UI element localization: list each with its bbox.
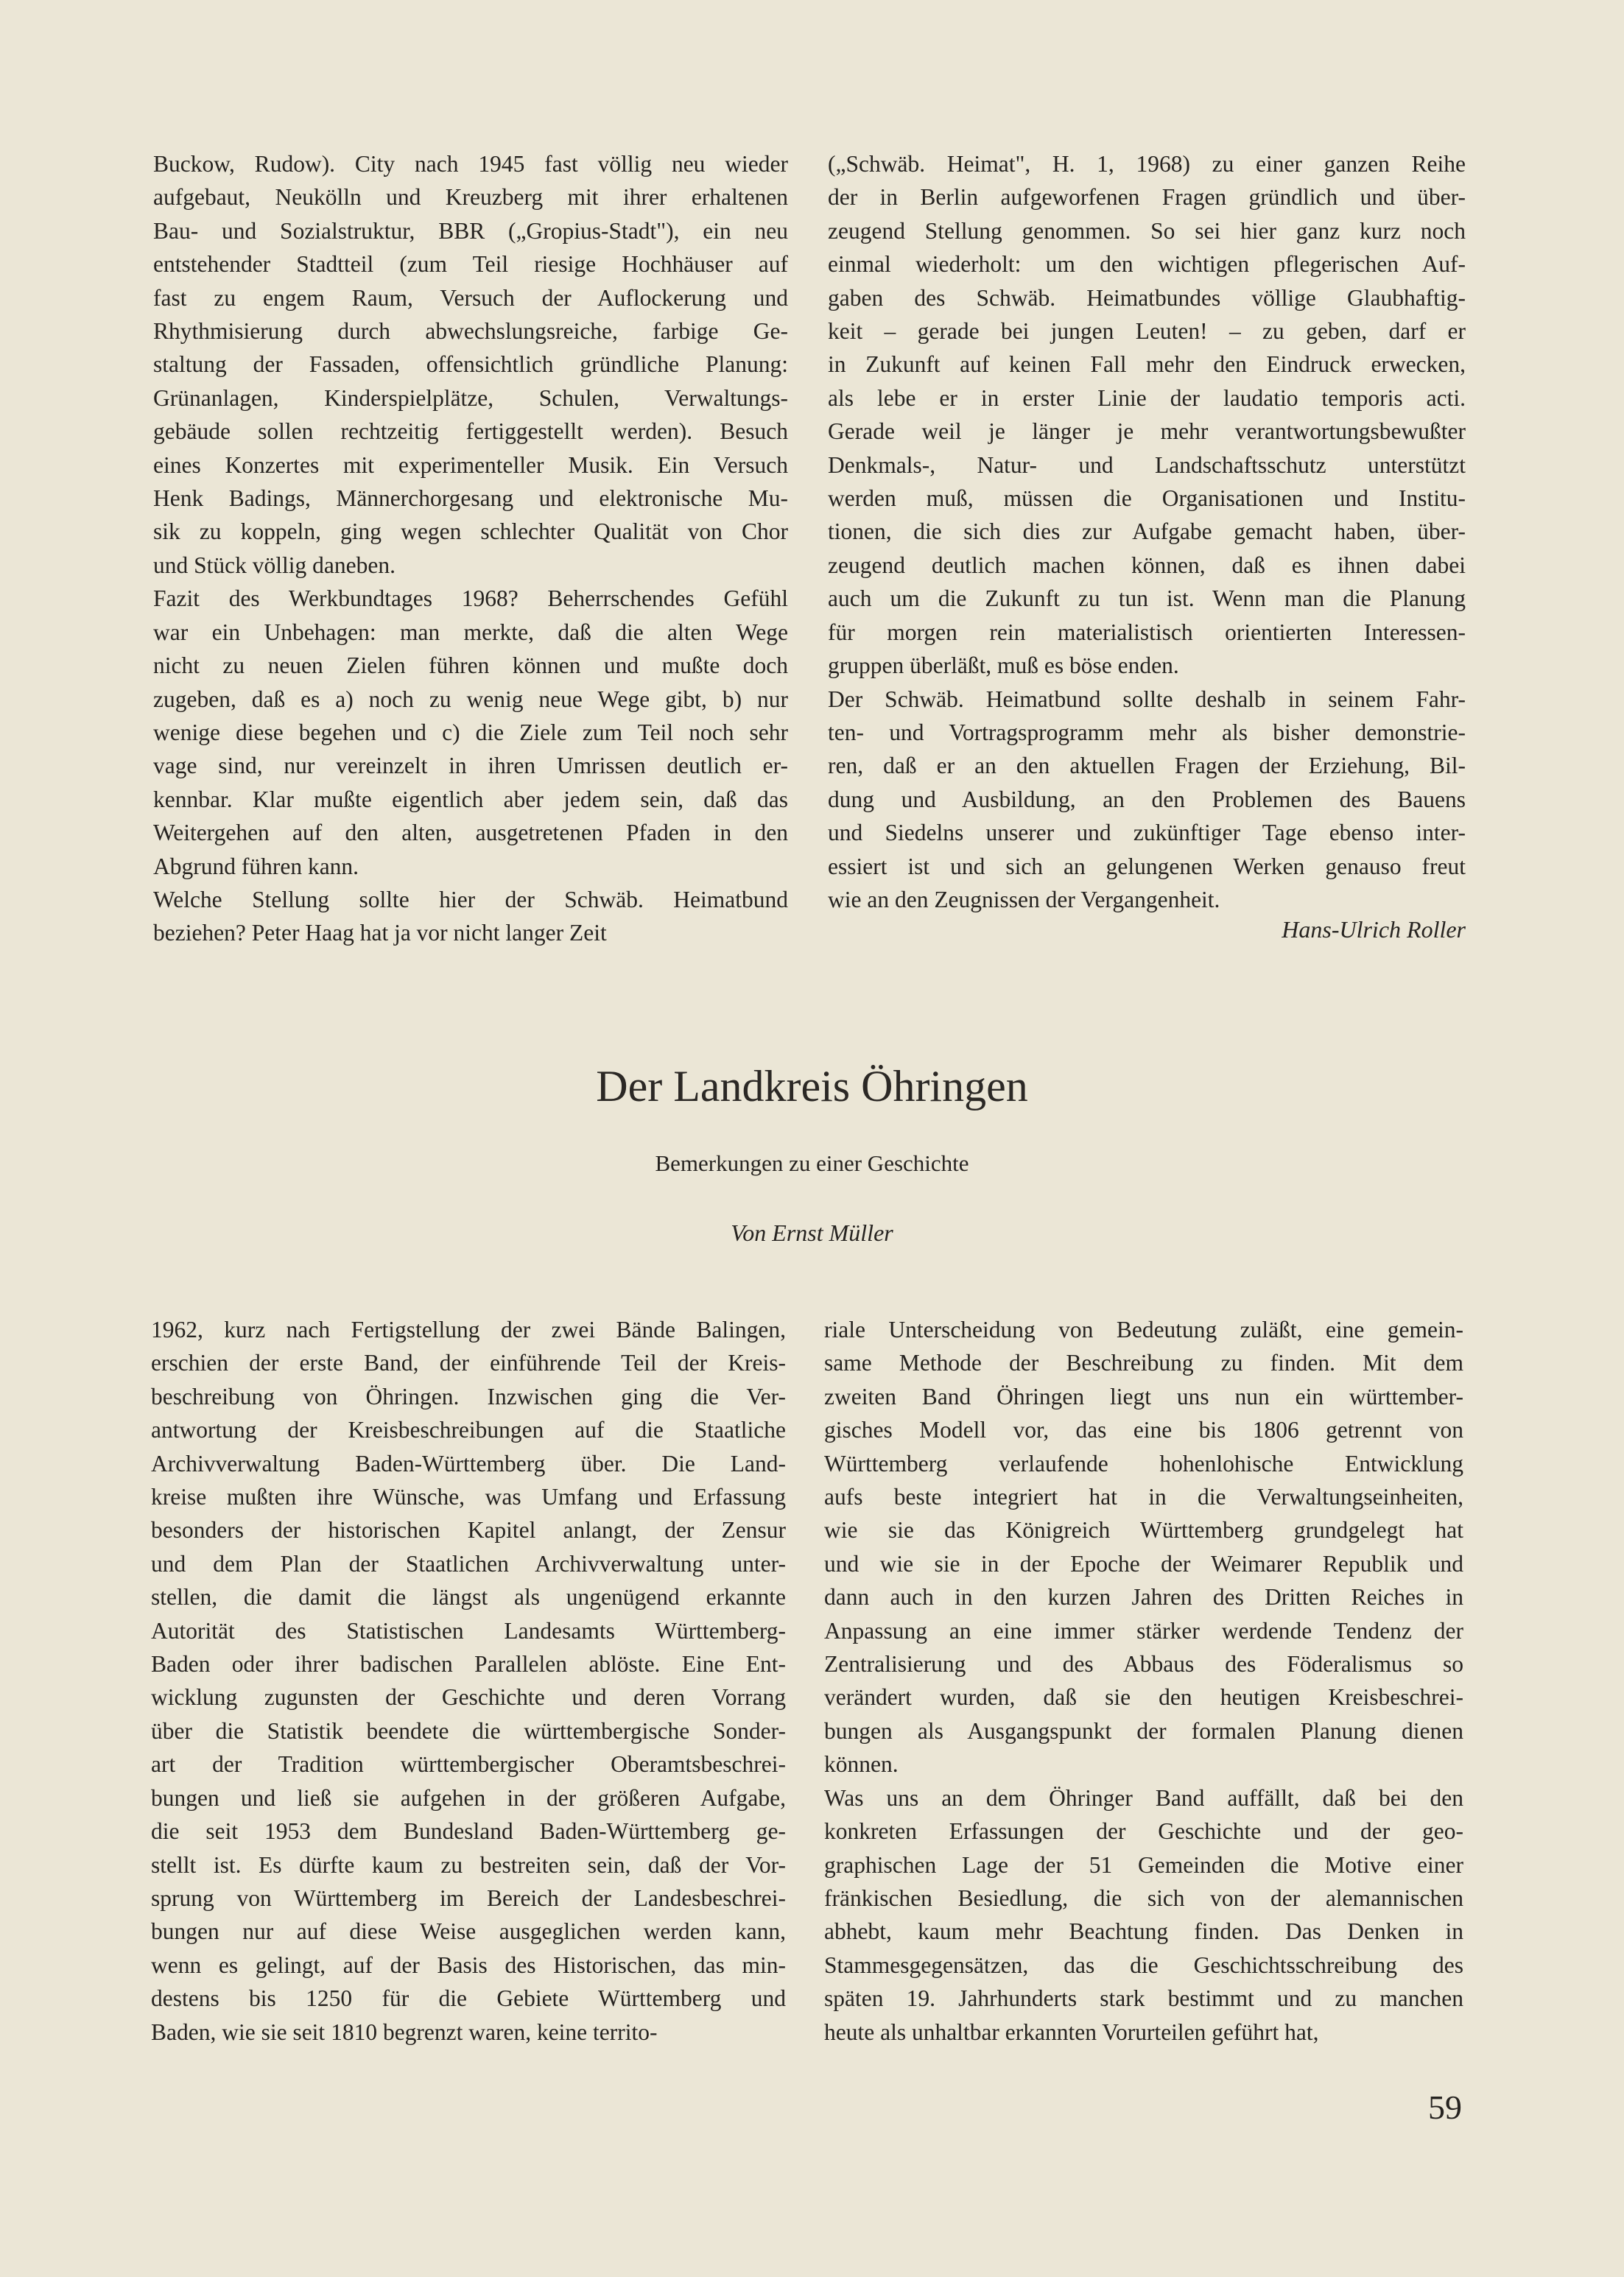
text-line: antwortung der Kreisbeschreibungen auf die Staatliche bbox=[151, 1417, 786, 1443]
text-line: zugeben, daß es a) noch zu wenig neue Wege gibt, b) nur bbox=[153, 686, 788, 712]
text-line: Rhythmisierung durch abwechslungsreiche, farbige Ge- bbox=[153, 318, 788, 345]
text-line: fränkischen Besiedlung, die sich von der alemannischen bbox=[824, 1884, 1463, 1911]
text-line: fast zu engem Raum, Versuch der Auflockerung und bbox=[153, 284, 788, 311]
text-line: aufs beste integriert hat in die Verwaltungseinheiten, bbox=[824, 1484, 1463, 1510]
text-line: bungen und ließ sie aufgehen in der größeren Aufgabe, bbox=[151, 1784, 786, 1811]
text-line: Baden oder ihrer badischen Parallelen ablöste. Eine Ent- bbox=[151, 1651, 786, 1678]
column-top-right bbox=[828, 147, 1466, 916]
text-line: staltung der Fassaden, offensichtlich gründliche Planung: bbox=[153, 351, 788, 378]
text-line: beziehen? Peter Haag hat ja vor nicht langer Zeit bbox=[153, 920, 607, 946]
text-line: konkreten Erfassungen der Geschichte und der geo- bbox=[824, 1818, 1463, 1845]
text-line: war ein Unbehagen: man merkte, daß die alten Wege bbox=[153, 619, 788, 645]
text-line: 1962, kurz nach Fertigstellung der zwei Bände Balingen, bbox=[151, 1317, 786, 1342]
signature: Hans-Ulrich Roller bbox=[1282, 916, 1466, 943]
text-line: bungen nur auf diese Weise ausgeglichen werden kann, bbox=[151, 1918, 786, 1945]
text-line: heute als unhaltbar erkannten Vorurteilen geführt hat, bbox=[824, 2019, 1319, 2045]
text-line: wenige diese begehen und c) die Ziele zum Teil noch sehr bbox=[153, 719, 788, 745]
text-line: abhebt, kaum mehr Beachtung finden. Das Denken in bbox=[824, 1918, 1463, 1945]
text-line: und wie sie in der Epoche der Weimarer Republik und bbox=[824, 1550, 1463, 1577]
text-line: und Siedelns unserer und zukünftiger Tage ebenso inter- bbox=[828, 820, 1466, 846]
text-line: nicht zu neuen Zielen führen können und mußte doch bbox=[153, 652, 788, 679]
text-line: keit – gerade bei jungen Leuten! – zu geben, darf er bbox=[828, 318, 1466, 345]
text-line: die seit 1953 dem Bundesland Baden-Württemberg ge- bbox=[151, 1818, 786, 1845]
text-line: als lebe er in erster Linie der laudatio temporis acti. bbox=[828, 384, 1466, 411]
text-line: wicklung zugunsten der Geschichte und deren Vorrang bbox=[151, 1684, 786, 1711]
text-line: in Zukunft auf keinen Fall mehr den Eindruck erwecken, bbox=[828, 351, 1466, 378]
column-bottom-right bbox=[824, 1313, 1463, 2049]
text-line: Buckow, Rudow). City nach 1945 fast völlig neu wieder bbox=[153, 151, 788, 177]
text-line: entstehender Stadtteil (zum Teil riesige Hochhäuser auf bbox=[153, 251, 788, 278]
text-line: eines Konzertes mit experimenteller Musik. Ein Versuch bbox=[153, 451, 788, 478]
text-line: wenn es gelingt, auf der Basis des Historischen, das min- bbox=[151, 1952, 786, 1978]
text-line: verändert wurden, daß sie den heutigen Kreisbeschrei- bbox=[824, 1684, 1463, 1711]
text-line: kennbar. Klar mußte eigentlich aber jedem sein, daß das bbox=[153, 786, 788, 812]
text-line: Welche Stellung sollte hier der Schwäb. Heimatbund bbox=[153, 886, 788, 912]
text-line: und Stück völlig daneben. bbox=[153, 552, 396, 578]
text-line: zeugend Stellung genommen. So sei hier ganz kurz noch bbox=[828, 217, 1466, 244]
text-line: zeugend deutlich machen können, daß es ihnen dabei bbox=[828, 552, 1466, 578]
page-number: 59 bbox=[1428, 2088, 1462, 2126]
text-line: sprung von Württemberg im Bereich der Landesbeschrei- bbox=[151, 1884, 786, 1911]
text-line: Anpassung an eine immer stärker werdende Tendenz der bbox=[824, 1617, 1463, 1644]
text-line: bungen als Ausgangspunkt der formalen Planung dienen bbox=[824, 1717, 1463, 1744]
text-line: Der Schwäb. Heimatbund sollte deshalb in seinem Fahr- bbox=[828, 686, 1466, 712]
text-line: für morgen rein materialistisch orientierten Interessen- bbox=[828, 619, 1466, 645]
text-line: Fazit des Werkbundtages 1968? Beherrschendes Gefühl bbox=[153, 585, 788, 612]
text-line: Gerade weil je länger je mehr verantwortungsbewußter bbox=[828, 418, 1466, 445]
text-line: vage sind, nur vereinzelt in ihren Umrissen deutlich er- bbox=[153, 753, 788, 779]
text-line: Was uns an dem Öhringer Band auffällt, daß bei den bbox=[824, 1784, 1463, 1811]
text-line: („Schwäb. Heimat", H. 1, 1968) zu einer ganzen Reihe bbox=[828, 151, 1466, 177]
text-line: Abgrund führen kann. bbox=[153, 853, 359, 879]
text-line: Grünanlagen, Kinderspielplätze, Schulen, Verwaltungs- bbox=[153, 384, 788, 411]
text-line: art der Tradition württembergischer Oberamtsbeschrei- bbox=[151, 1751, 786, 1778]
text-line: zweiten Band Öhringen liegt uns nun ein württember- bbox=[824, 1383, 1463, 1410]
text-line: dung und Ausbildung, an den Problemen des Bauens bbox=[828, 786, 1466, 812]
text-line: destens bis 1250 für die Gebiete Württemberg und bbox=[151, 1985, 786, 2012]
article-author: Von Ernst Müller bbox=[731, 1220, 893, 1246]
text-line: Denkmals-, Natur- und Landschaftsschutz unterstützt bbox=[828, 451, 1466, 478]
text-line: besonders der historischen Kapitel anlangt, der Zensur bbox=[151, 1517, 786, 1544]
text-line: same Methode der Beschreibung zu finden. Mit dem bbox=[824, 1350, 1463, 1376]
text-line: stellen, die damit die längst als ungenügend erkannte bbox=[151, 1584, 786, 1611]
text-line: Stammesgegensätzen, das die Geschichtsschreibung des bbox=[824, 1952, 1463, 1978]
text-line: riale Unterscheidung von Bedeutung zuläßt, eine gemein- bbox=[824, 1317, 1463, 1342]
text-line: können. bbox=[824, 1751, 899, 1778]
text-line: Weitergehen auf den alten, ausgetretenen Pfaden in den bbox=[153, 820, 788, 846]
column-bottom-left bbox=[151, 1313, 786, 2049]
text-line: graphischen Lage der 51 Gemeinden die Motive einer bbox=[824, 1851, 1463, 1878]
text-line: Henk Badings, Männerchorgesang und elektronische Mu- bbox=[153, 485, 788, 512]
article-title: Der Landkreis Öhringen bbox=[596, 1062, 1028, 1111]
text-line: gaben des Schwäb. Heimatbundes völlige Glaubhaftig- bbox=[828, 284, 1466, 311]
text-line: stellt ist. Es dürfte kaum zu bestreiten sein, daß der Vor- bbox=[151, 1851, 786, 1878]
text-line: werden muß, müssen die Organisationen und Institu- bbox=[828, 485, 1466, 512]
text-line: einmal wiederholt: um den wichtigen pflegerischen Auf- bbox=[828, 251, 1466, 278]
article-subtitle: Bemerkungen zu einer Geschichte bbox=[655, 1150, 969, 1176]
text-line: über die Statistik beendete die württembergische Sonder- bbox=[151, 1717, 786, 1744]
text-line: essiert ist und sich an gelungenen Werken genauso freut bbox=[828, 853, 1466, 879]
text-line: Württemberg verlaufende hohenlohische Entwicklung bbox=[824, 1450, 1463, 1477]
text-line: tionen, die sich dies zur Aufgabe gemacht haben, über- bbox=[828, 518, 1466, 545]
text-line: gebäude sollen rechtzeitig fertiggestellt werden). Besuch bbox=[153, 418, 788, 445]
text-line: Zentralisierung und des Abbaus des Föderalismus so bbox=[824, 1651, 1463, 1678]
text-line: auch um die Zukunft zu tun ist. Wenn man die Planung bbox=[828, 585, 1466, 612]
text-line: gisches Modell vor, das eine bis 1806 getrennt von bbox=[824, 1417, 1463, 1443]
text-line: und dem Plan der Staatlichen Archivverwaltung unter- bbox=[151, 1550, 786, 1577]
text-line: beschreibung von Öhringen. Inzwischen ging die Ver- bbox=[151, 1383, 786, 1410]
text-line: Archivverwaltung Baden-Württemberg über. Die Land- bbox=[151, 1450, 786, 1477]
text-line: Autorität des Statistischen Landesamts Württemberg- bbox=[151, 1617, 786, 1644]
text-line: wie sie das Königreich Württemberg grundgelegt hat bbox=[824, 1517, 1463, 1544]
text-line: aufgebaut, Neukölln und Kreuzberg mit ihrer erhaltenen bbox=[153, 184, 788, 211]
text-line: kreise mußten ihre Wünsche, was Umfang und Erfassung bbox=[151, 1484, 786, 1510]
column-top-left bbox=[153, 147, 788, 950]
text-line: Bau- und Sozialstruktur, BBR („Gropius-Stadt"), ein neu bbox=[153, 217, 788, 244]
text-line: dann auch in den kurzen Jahren des Dritten Reiches in bbox=[824, 1584, 1463, 1611]
text-line: späten 19. Jahrhunderts stark bestimmt und zu manchen bbox=[824, 1985, 1463, 2012]
text-line: ren, daß er an den aktuellen Fragen der Erziehung, Bil- bbox=[828, 753, 1466, 779]
text-line: wie an den Zeugnissen der Vergangenheit. bbox=[828, 886, 1220, 912]
text-line: der in Berlin aufgeworfenen Fragen gründlich und über- bbox=[828, 184, 1466, 211]
text-line: erschien der erste Band, der einführende Teil der Kreis- bbox=[151, 1350, 786, 1376]
text-line: sik zu koppeln, ging wegen schlechter Qualität von Chor bbox=[153, 518, 788, 545]
text-line: ten- und Vortragsprogramm mehr als bisher demonstrie- bbox=[828, 719, 1466, 745]
text-line: gruppen überläßt, muß es böse enden. bbox=[828, 652, 1179, 679]
text-line: Baden, wie sie seit 1810 begrenzt waren, keine territo- bbox=[151, 2019, 658, 2045]
